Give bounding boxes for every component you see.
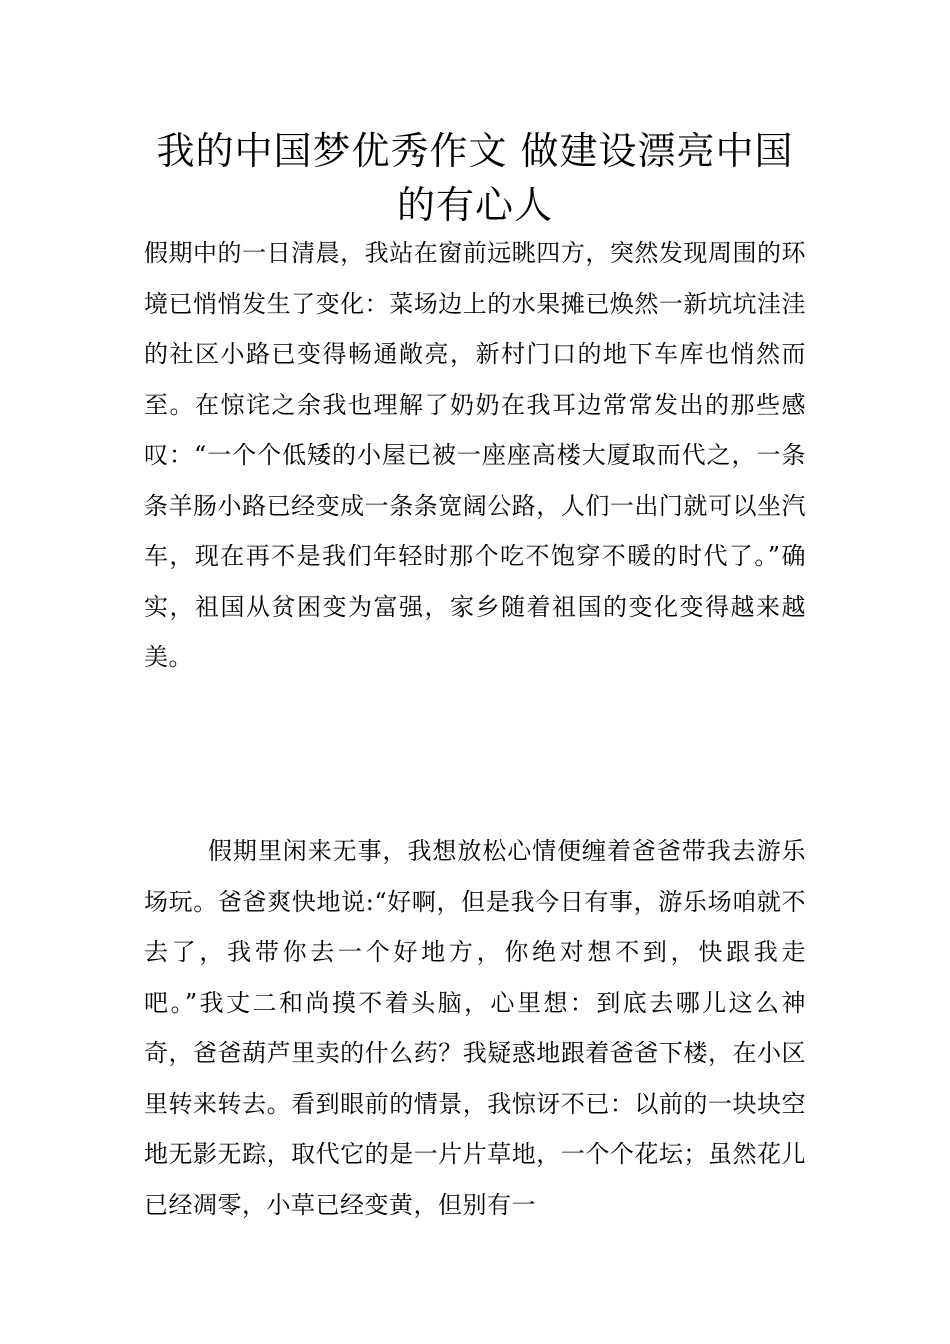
- paragraph-2: 假期里闲来无事，我想放松心情便缠着爸爸带我去游乐场玩。爸爸爽快地说:“好啊，但是我今日有事，游乐场咱就不去了，我带你去一个好地方，你绝对想不到，快跟我走吧。”我丈二和尚摸不着头脑，心里想：到底去哪儿这么神奇，爸爸葫芦里卖的什么药？我疑惑地跟着爸爸下楼，在小区里转来转去。看到眼前的情景，我惊讶不已：以前的一块块空地无影无踪，取代它的是一片片草地，一个个花坛；虽然花儿已经凋零，小草已经变黄，但别有一: [144, 837, 806, 1219]
- document-title: 我的中国梦优秀作文 做建设漂亮中国的有心人: [156, 129, 794, 227]
- paragraph-1: 假期中的一日清晨，我站在窗前远眺四方，突然发现周围的环境已悄悄发生了变化：菜场边上的水果摊已焕然一新坑坑洼洼的社区小路已变得畅通敞亮，新村门口的地下车库也悄然而至。在惊诧之余我也理解了奶奶在我耳边常常发出的那些感叹：“一个个低矮的小屋已被一座座高楼大厦取而代之，一条条羊肠小路已经变成一条条宽阔公路，人们一出门就可以坐汽车，现在再不是我们年轻时那个吃不饱穿不暖的时代了。”确实，祖国从贫困变为富强，家乡随着祖国的变化变得越来越美。: [144, 239, 806, 671]
